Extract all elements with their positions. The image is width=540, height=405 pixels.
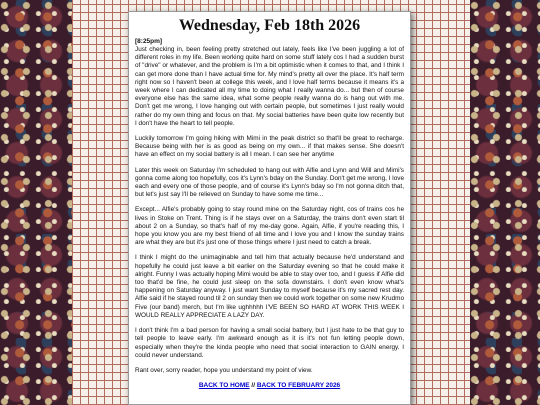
link-separator: // xyxy=(249,382,257,390)
entry-paragraph-2: Luckily tomorrow I'm going hiking with Mimi in the peak district so that'll be great to recharge. Because being with her is as good as being on my own... if that makes sense. She doesn't have an effect on my social battery is all I mean. I can see her anytime xyxy=(135,135,404,159)
entry-title: Wednesday, Feb 18th 2026 xyxy=(178,17,361,34)
entry-timestamp: [8:25pm] xyxy=(135,38,163,45)
entry-paragraph-5: I think I might do the unimaginable and tell him that actually because he'd understand and hopefully he could just leave a bit earlier on the Saturday evening so that he could make it alright. Funny I was actually hoping Mimi would be able to stay over too, and I guess if Alfie did too that'd be fine, he could just sleep on the sofa downstairs. I don't even know what's happening on Saturday anyway. I just want Sunday to myself because it's my sacred rest day. Alfie said if he stayed round til 2 on sunday then we could work together on some new Krudmo Five (our band) merch, but I'm like ughhhhh I'VE BEEN SO HARD AT WORK THIS WEEK I WOULD REALLY APPRECIATE A LAZY DAY. xyxy=(135,254,404,319)
back-to-february-link[interactable]: BACK TO FEBRUARY 2026 xyxy=(256,382,341,390)
entry-paragraph-3: Later this week on Saturday I'm scheduled to hang out with Alfie and Lynn and Will and Mimi's gonna come along too hopefully, cos it's Lynn's bday on the Sunday. Don't get me wrong, I love each and every one of those people, and of course it's Lynn's bday so I'm not gonna ditch that, but let's just say I'll be relieved on Sunday to have some me time... xyxy=(135,166,404,199)
entry-paragraph-4: Except... Alfie's probably going to stay round mine on the Saturday night, cos of trains cos he lives in Stoke on Trent. Thing is if he stays over on a Saturday, the trains don't even start til about 2 on a Sunday, so that's half of my me-day gone. Again, Alfie, if you're reading this, I hope you know you are my best friend of all time and I love you and I know the sunday trains are what they are but it's just one of those things where I just need to catch a break. xyxy=(135,206,404,247)
paisley-border-right xyxy=(470,0,540,405)
diary-entry-card xyxy=(128,11,411,405)
entry-paragraph-7: Rant over, sorry reader, hope you understand my point of view. xyxy=(135,366,313,374)
entry-paragraph-6: I don't think I'm a bad person for having a small social battery, but I just hate to be that guy to tell people to leave early. I'm awkward enough as it is it's not fun letting people down, especially when they're the kinda people who need that social interaction to GAIN energy. I could never understand. xyxy=(135,327,404,359)
nav-links xyxy=(135,382,404,389)
entry-paragraph-1: Just checking in, been feeling pretty stretched out lately, feels like I've been juggling a lot of different roles in my life. Been working quite hard on some stuff lately cos I had a sudden burst of "drive" or whatever, and the problem is I'm a bit optimistic when it comes to that, and I think I can get more done than I have actual time for. My mind's pretty all over the place. It's half term right now so I haven't been at college this week, and I love half terms because it means it's a week where I can dedicated all my time to doing what I really wanna do... but then of course everyone else has the same idea, what some people really wanna do is hang out with me. Don't get me wrong, I love hanging out with certain people, but sometimes I just really would rather do my own thing and focus on that. My social batteries have been quite low recently but I don't have the heart to tell people. xyxy=(135,46,404,127)
paisley-border-left xyxy=(0,0,72,405)
back-to-home-link[interactable]: BACK TO HOME xyxy=(198,382,250,390)
